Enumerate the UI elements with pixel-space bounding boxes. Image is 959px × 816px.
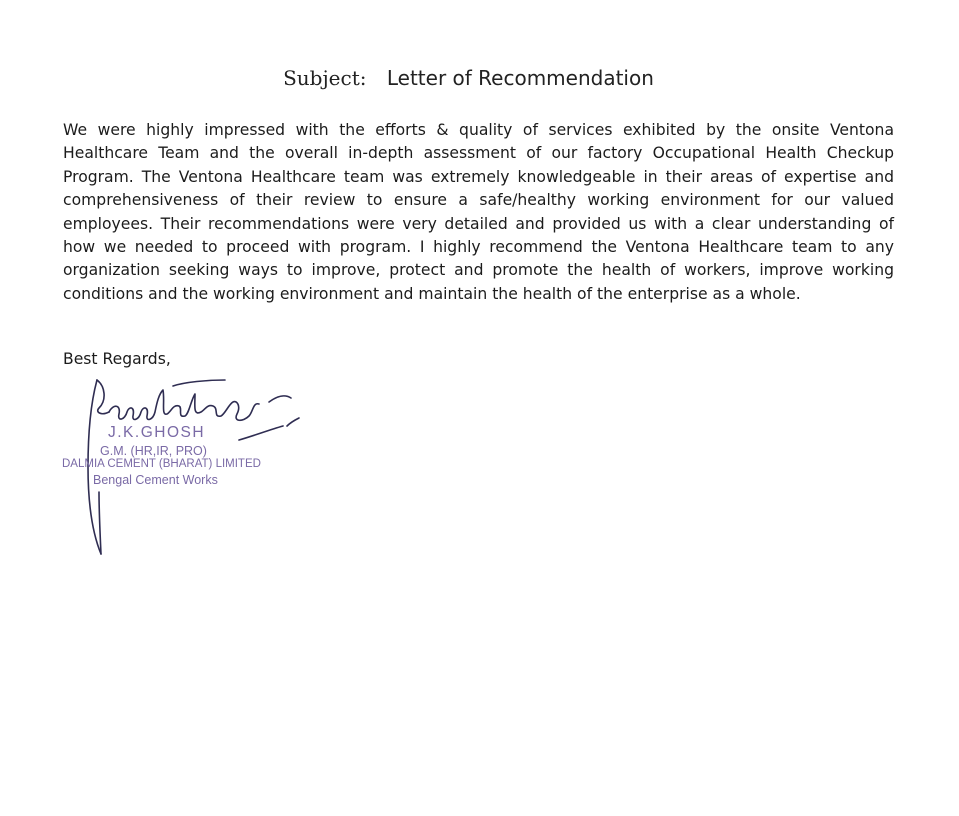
stamp-company: DALMIA CEMENT (BHARAT) LIMITED [62,458,261,470]
letter-body: We were highly impressed with the efforts & quality of services exhibited by the onsite Ventona Healthcare Team and the overall in-depth assessment of our factory Occupational Health Checkup Program. The Ventona Healthcare team was extremely knowledgeable in their areas of expertise and comprehensiveness of their review to ensure a safe/healthy working environment for our valued employees. Their recommendations were very detailed and provided us with a clear understanding of how we needed to proceed with program. I highly recommend the Ventona Healthcare team to any organization seeking ways to improve, protect and promote the health of workers, improve working conditions and the working environment and maintain the health of the enterprise as a whole. [63,121,894,303]
stamp-designation: G.M. (HR,IR, PRO) [100,444,207,458]
signature-block [55,372,315,562]
stamp-works: Bengal Cement Works [93,473,218,487]
closing-salutation: Best Regards, [63,350,171,368]
subject-line [0,66,937,90]
subject-label: Subject: [283,66,367,90]
subject-title: Letter of Recommendation [386,66,654,90]
stamp-name: J.K.GHOSH [108,424,206,441]
